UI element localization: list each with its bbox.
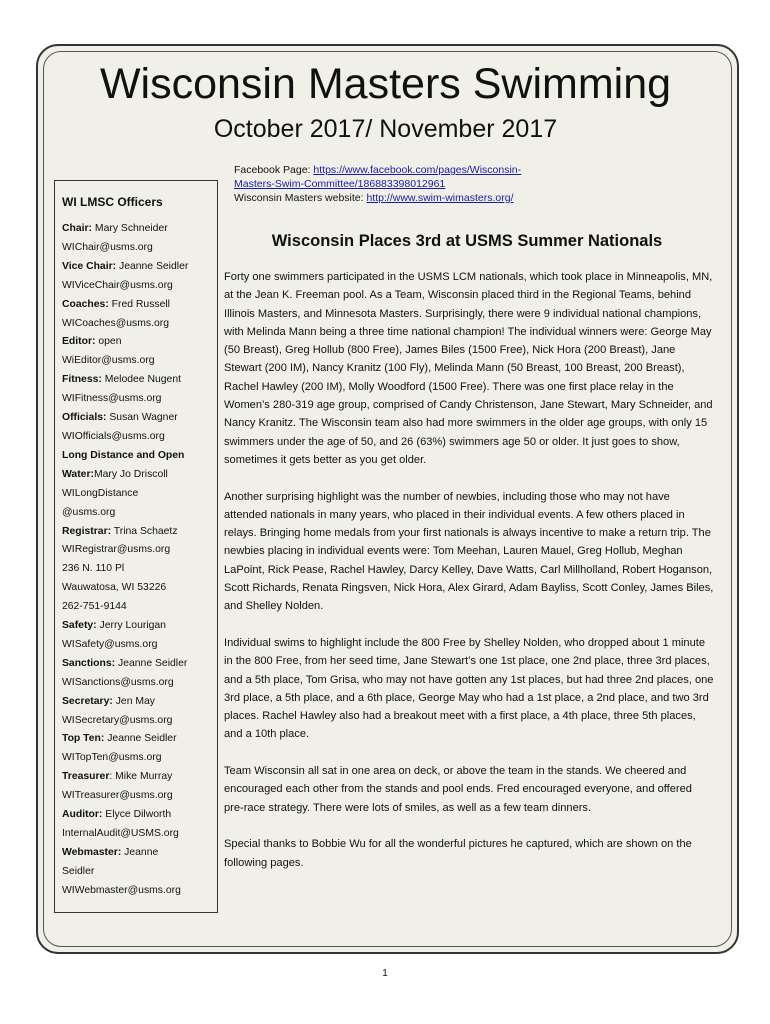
officers-sidebar xyxy=(54,180,218,913)
officer-detail: WIViceChair@usms.org xyxy=(62,279,173,291)
officer-role: Water: xyxy=(62,468,94,480)
officer-detail: Susan Wagner xyxy=(106,412,178,424)
officer-detail: Trina Schaetz xyxy=(111,525,178,537)
officer-detail: WIChair@usms.org xyxy=(62,241,153,253)
website-label: Wisconsin Masters website: xyxy=(234,192,367,204)
newsletter-issue-date: October 2017/ November 2017 xyxy=(213,115,558,143)
officer-detail: WIFitness@usms.org xyxy=(62,393,162,405)
article-paragraph: Special thanks to Bobbie Wu for all the wonderful pictures he captured, which are shown on the following pages. xyxy=(224,838,692,869)
officer-detail: Jeanne Seidler xyxy=(115,657,188,669)
officer-line xyxy=(62,315,217,334)
officer-role: Webmaster: xyxy=(62,846,122,858)
officer-line xyxy=(62,333,217,352)
officer-line xyxy=(62,523,217,542)
officer-detail: Elyce Dilworth xyxy=(102,809,172,821)
officer-line xyxy=(62,428,217,447)
article-paragraph: Another surprising highlight was the number of newbies, including those who may not have attended nationals in many years, who placed in their individual events. A few others placed in relays. Bringing home medals from your first nationals is always incentive to make a return trip. The newbies placing in individual events were: Tom Meehan, Lauren Mauel, Greg Hollub, Meghan LaPoint, Rick Pease, Rachel Hawley, Darcy Kelley, Dave Watts, Carl Millholland, Robert Hoganson, Scott Richards, Renata Ringsven, Nick Hora, Alex Girard, Adam Bayliss, Scott Conley, James Biles, and Shelley Nolden. xyxy=(224,490,714,613)
officer-line xyxy=(62,749,217,768)
officer-line xyxy=(62,617,217,636)
officer-detail: WISecretary@usms.org xyxy=(62,714,173,726)
officer-line xyxy=(62,579,217,598)
officer-line xyxy=(62,730,217,749)
officer-role: Chair: xyxy=(62,223,93,234)
officer-line xyxy=(62,787,217,806)
officer-line xyxy=(62,712,217,731)
officer-line xyxy=(62,636,217,655)
officer-line xyxy=(62,277,217,296)
article-title: Wisconsin Places 3rd at USMS Summer Nationals xyxy=(271,232,663,250)
article-paragraph: Forty one swimmers participated in the USMS LCM nationals, which took place in Minneapolis, MN, at the Jean K. Freeman pool. As a Team, Wisconsin placed third in the Regional Teams, behind Illinois Masters, and Minnesota Masters. Surprisingly, there were 9 individual national champions, with Melinda Mann being a three time national champion! The individual winners were: George May (50 Breast), Greg Hollub (800 Free), James Biles (1500 Free), Nick Hora (200 Breast), Jane Stewart (200 IM), Nancy Kranitz (100 Fly), Melinda Mann (50 Breast, 100 Breast, 200 Breast), Rachel Hawley (200 IM), Molly Woodford (1500 Free). There was one first place relay in the Women’s 280-319 age group, comprised of Candy Christenson, Jane Stewart, Mary Schneider, and Nancy Kranitz. The Wisconsin team also had more swimmers in the older age groups, with only 15 swimmers under the age of 50, and 26 (63%) swimmers age 50 or older. It just goes to show, sometimes it gets better as you get older. xyxy=(224,271,713,466)
officer-detail: Jeanne Seidler xyxy=(116,260,189,272)
officer-line xyxy=(62,882,217,901)
officer-detail: WIOfficials@usms.org xyxy=(62,430,165,442)
officer-detail: : Mike Murray xyxy=(109,771,173,783)
officer-line xyxy=(62,466,217,485)
officer-detail: Jeanne Seidler xyxy=(104,733,177,745)
officer-line xyxy=(62,390,217,409)
officer-line xyxy=(62,560,217,579)
officer-detail: Jen May xyxy=(112,695,155,707)
officer-line xyxy=(62,352,217,371)
article-body xyxy=(224,268,714,890)
officer-detail: Mary Schneider xyxy=(92,223,168,234)
officer-role: Auditor: xyxy=(62,809,103,821)
officer-line xyxy=(62,541,217,560)
officer-role: Fitness: xyxy=(62,374,102,386)
officer-line xyxy=(62,220,217,239)
officer-detail: Seidler xyxy=(62,865,95,877)
officer-detail: WITreasurer@usms.org xyxy=(62,790,173,802)
officer-line xyxy=(62,258,217,277)
officer-line xyxy=(62,296,217,315)
officer-detail: WILongDistance xyxy=(62,487,139,499)
officer-role: Safety: xyxy=(62,620,97,632)
officer-detail: WITopTen@usms.org xyxy=(62,752,162,764)
officer-line xyxy=(62,844,217,863)
facebook-label: Facebook Page: xyxy=(234,164,314,176)
officer-line xyxy=(62,371,217,390)
officer-line xyxy=(62,806,217,825)
officer-role: Treasurer xyxy=(62,771,110,783)
officer-detail: WISanctions@usms.org xyxy=(62,676,174,688)
officer-detail: @usms.org xyxy=(62,506,116,518)
officer-role: Vice Chair: xyxy=(62,260,117,272)
officer-line xyxy=(62,239,217,258)
officer-detail: 236 N. 110 Pl xyxy=(62,563,125,575)
officers-list xyxy=(62,220,217,901)
officer-role: Long Distance and Open xyxy=(62,449,185,461)
officer-detail: Fred Russell xyxy=(108,298,170,310)
officer-line xyxy=(62,863,217,882)
officer-role: Registrar: xyxy=(62,525,112,537)
officer-line xyxy=(62,655,217,674)
officer-role: Editor: xyxy=(62,336,96,348)
officer-line xyxy=(62,768,217,787)
officer-detail: open xyxy=(95,336,122,348)
facebook-line-2 xyxy=(234,177,634,191)
officer-line xyxy=(62,825,217,844)
facebook-line xyxy=(234,163,634,177)
facebook-link-continued[interactable]: Masters-Swim-Committee/186883398012961 xyxy=(234,178,446,190)
page-number: 1 xyxy=(382,968,388,979)
officer-detail: WiEditor@usms.org xyxy=(62,355,155,367)
officer-role: Sanctions: xyxy=(62,657,116,669)
newsletter-title: Wisconsin Masters Swimming xyxy=(99,60,672,108)
officer-line xyxy=(62,485,217,504)
article-paragraph: Team Wisconsin all sat in one area on deck, or above the team in the stands. We cheered and encouraged each other from the stands and pool ends. Fred encouraged everyone, and offered pre-race strategy. There were lots of smiles, as well as a few team dinners. xyxy=(224,765,692,814)
officer-detail: InternalAudit@USMS.org xyxy=(62,828,179,839)
officer-line xyxy=(62,674,217,693)
officer-line xyxy=(62,693,217,712)
officer-detail: WIWebmaster@usms.org xyxy=(62,884,181,896)
officer-line xyxy=(62,504,217,523)
officer-detail: WISafety@usms.org xyxy=(62,638,158,650)
website-line xyxy=(234,191,634,205)
officer-detail: Jerry Lourigan xyxy=(96,620,166,632)
officer-line xyxy=(62,598,217,617)
officer-detail: WIRegistrar@usms.org xyxy=(62,544,171,556)
officer-role: Officials: xyxy=(62,412,107,424)
website-link[interactable]: http://www.swim-wimasters.org/ xyxy=(366,192,514,204)
officer-role: Secretary: xyxy=(62,695,113,707)
officer-detail: 262-751-9144 xyxy=(62,601,127,613)
officer-detail: Jeanne xyxy=(121,846,159,858)
article-paragraph: Individual swims to highlight include the 800 Free by Shelley Nolden, who dropped about 1 minute in the 800 Free, from her seed time, Jane Stewart’s one 1st place, one 2nd place, three 3rd places, and a 5th place, Tom Grisa, who may not have gotten any 1st places, but had three 2nd places, one 3rd place, a 5th place, and a 6th place, George May who had a 1st place, a 2nd place, and two 3rd places. Rachel Hawley also had a breakout meet with a first place, a 4th place, three 5th places, and a 10th place. xyxy=(224,636,714,741)
officer-role: Coaches: xyxy=(62,298,109,310)
officer-detail: Melodee Nugent xyxy=(101,374,181,386)
officer-detail: Wauwatosa, WI 53226 xyxy=(62,582,167,594)
officers-heading: WI LMSC Officers xyxy=(62,195,163,209)
officer-line xyxy=(62,409,217,428)
facebook-link[interactable]: https://www.facebook.com/pages/Wisconsin- xyxy=(313,164,522,176)
links-block xyxy=(234,163,634,205)
officer-line xyxy=(62,447,217,466)
officer-role: Top Ten: xyxy=(62,733,105,745)
officer-detail: WICoaches@usms.org xyxy=(62,317,169,329)
officer-detail: Mary Jo Driscoll xyxy=(93,468,168,480)
